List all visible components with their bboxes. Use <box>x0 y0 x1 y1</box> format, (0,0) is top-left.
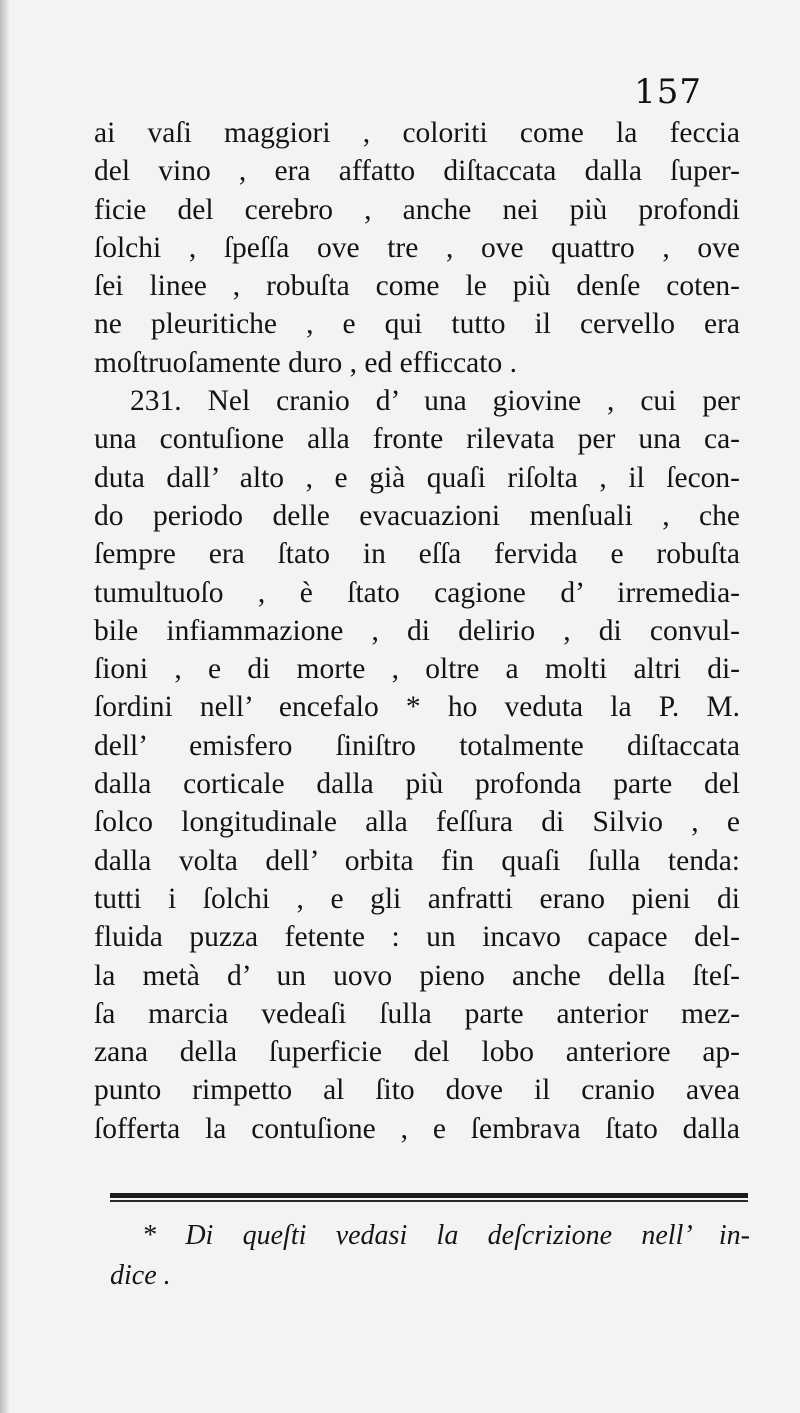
text-line: una contuſione alla fronte rilevata per una ca- <box>94 423 740 456</box>
text-line: ficie del cerebro , anche nei più profondi <box>94 193 740 226</box>
text-line: del vino , era affatto diſtaccata dalla ſuper- <box>94 155 740 188</box>
footnote-line: dice . <box>110 1260 171 1291</box>
footnote <box>110 1216 750 1296</box>
page-number: 157 <box>634 72 702 112</box>
text-line: do periodo delle evacuazioni menſuali , che <box>94 499 740 532</box>
body-text <box>94 114 740 1148</box>
text-line: zana della ſuperficie del lobo anteriore ap- <box>94 1036 740 1069</box>
text-line: ne pleuritiche , e qui tutto il cervello era <box>94 308 740 341</box>
text-line: ſolchi , ſpeſſa ove tre , ove quattro , ove <box>94 231 740 264</box>
text-line: ſempre era ſtato in eſſa fervida e robuſta <box>94 538 740 571</box>
divider-thin-rule <box>110 1200 748 1202</box>
text-line: duta dall’ alto , e già quaſi riſolta , il ſecon- <box>94 461 740 494</box>
text-line: dalla corticale dalla più profonda parte del <box>94 768 740 801</box>
text-line: tumultuoſo , è ſtato cagione d’ irremedia- <box>94 576 740 609</box>
text-line: tutti i ſolchi , e gli anfratti erano pieni di <box>94 882 740 915</box>
text-line: ſei linee , robuſta come le più denſe coten- <box>94 270 740 303</box>
text-line: ſa marcia vedeaſi ſulla parte anterior mez- <box>94 997 740 1030</box>
text-line: bile infiammazione , di delirio , di convul- <box>94 614 740 647</box>
text-line: dalla volta dell’ orbita fin quaſi ſulla tenda: <box>94 844 740 877</box>
text-line: moſtruoſamente duro , ed efficcato . <box>94 346 517 379</box>
text-line: fluida puzza fetente : un incavo capace del- <box>94 921 740 954</box>
text-line: ſioni , e di morte , oltre a molti altri di- <box>94 653 740 686</box>
text-line: la metà d’ un uovo pieno anche della ſteſ- <box>94 959 740 992</box>
footnote-divider <box>110 1193 748 1203</box>
divider-thick-rule <box>110 1193 748 1198</box>
text-line: ſofferta la contuſione , e ſembrava ſtato dalla <box>94 1112 740 1145</box>
text-line: ſolco longitudinale alla feſſura di Silvio , e <box>94 806 740 839</box>
text-line: punto rimpetto al ſito dove il cranio avea <box>94 1074 740 1107</box>
text-line: ai vaſi maggiori , coloriti come la feccia <box>94 117 740 149</box>
text-line: ſordini nell’ encefalo * ho veduta la P. M. <box>94 691 740 724</box>
paragraph-start-line: 231. Nel cranio d’ una giovine , cui per <box>130 385 740 418</box>
footnote-line: * Di queſti vedasi la deſcrizione nell’ in- <box>142 1220 750 1251</box>
text-line: dell’ emisfero ſiniſtro totalmente diſtaccata <box>94 729 740 762</box>
